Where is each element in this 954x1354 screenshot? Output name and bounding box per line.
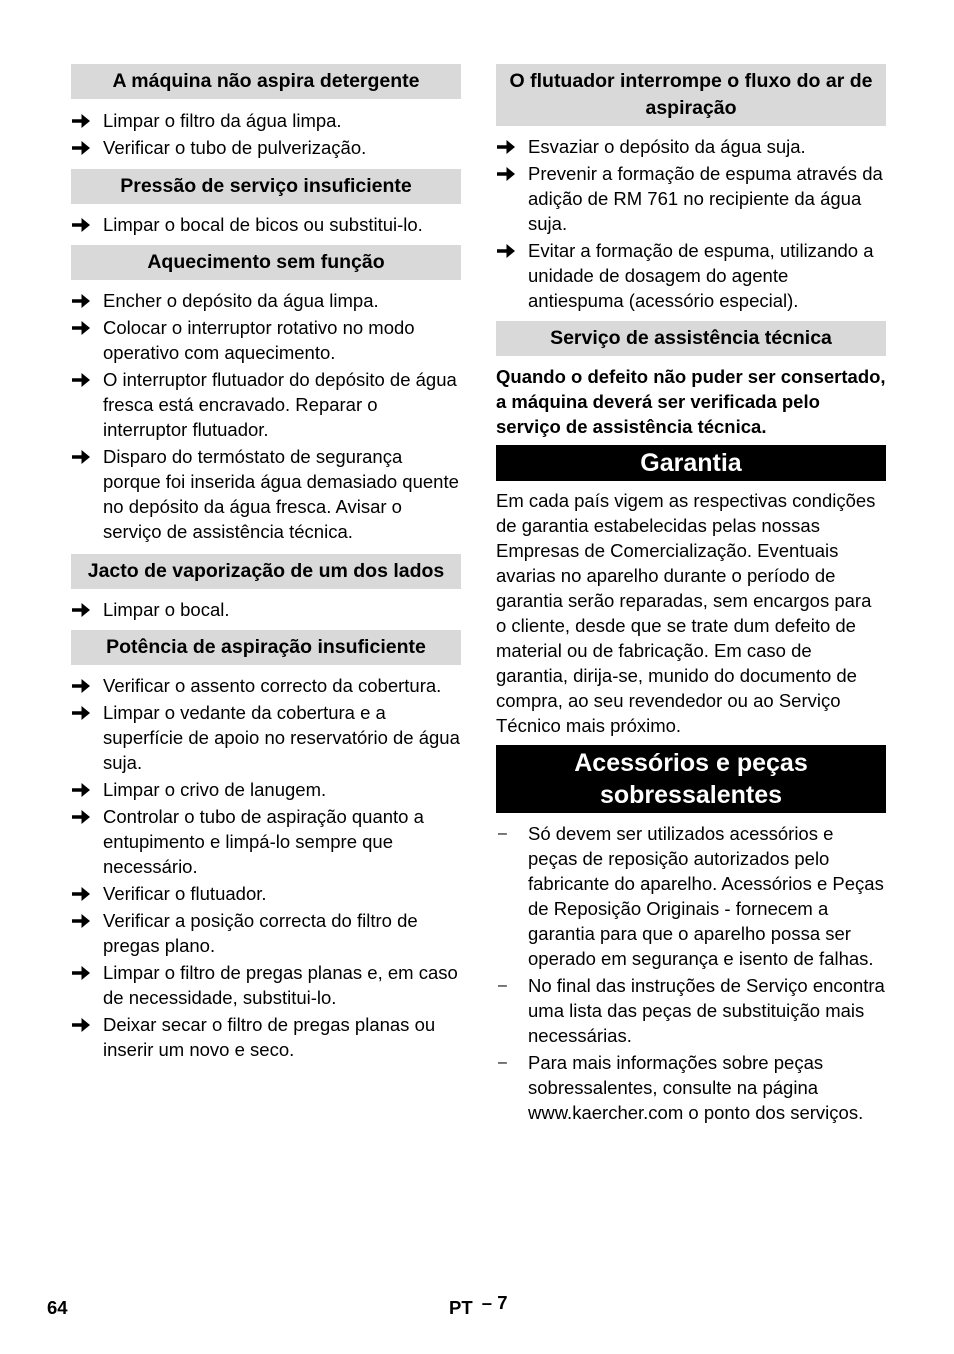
list-item: Verificar a posição correcta do filtro de pregas plano. — [71, 908, 461, 958]
list-item: Controlar o tubo de aspiração quanto a entupimento e limpá-lo sempre que necessário. — [71, 804, 461, 879]
list-item: – Para mais informações sobre peças sobressalentes, consulte na página www.kaercher.com o ponto dos serviços. — [498, 1052, 864, 1123]
service-note: Quando o defeito não puder ser consertado, a máquina deverá ser verificada pelo serviço de assistência técnica. — [496, 366, 886, 437]
arrow-icon — [496, 134, 522, 159]
arrow-icon — [71, 315, 97, 340]
heading-garantia: Garantia — [496, 445, 886, 481]
list-item: Encher o depósito da água limpa. — [71, 288, 461, 313]
section-heading-no-detergent: A máquina não aspira detergente — [71, 64, 461, 99]
footer-lang-code: PT — [449, 1297, 473, 1318]
section-heading-pressure: Pressão de serviço insuficiente — [71, 169, 461, 204]
arrow-icon — [496, 238, 522, 263]
list-spray — [71, 597, 461, 622]
list-item: Evitar a formação de espuma, utilizando a unidade de dosagem do agente antiespuma (acessório especial). — [496, 238, 886, 313]
list-item: – Só devem ser utilizados acessórios e peças de reposição autorizados pelo fabricante do aparelho. Acessórios e Peças de Reposição Originais - fornecem a garantia para que o aparelho possa ser operado em segurança e isento de falhas. — [498, 823, 884, 969]
list-item: Deixar secar o filtro de pregas planas ou inserir um novo e seco. — [71, 1012, 461, 1062]
list-item: Colocar o interruptor rotativo no modo operativo com aquecimento. — [71, 315, 461, 365]
arrow-icon — [71, 288, 97, 313]
arrow-icon — [71, 212, 97, 237]
list-item: Limpar o bocal. — [71, 597, 461, 622]
arrow-icon — [71, 444, 97, 469]
dash-marker: – — [498, 1054, 507, 1071]
arrow-icon — [71, 673, 97, 698]
section-heading-heating: Aquecimento sem função — [71, 245, 461, 280]
list-item: Limpar o vedante da cobertura e a superfície de apoio no reservatório de água suja. — [71, 700, 461, 775]
list-item: Verificar o flutuador. — [71, 881, 461, 906]
arrow-icon — [496, 161, 522, 186]
list-item: Disparo do termóstato de segurança porque foi inserida água demasiado quente no depósito da água fresca. Avisar o serviço de assistência técnica. — [71, 444, 461, 544]
list-item: O interruptor flutuador do depósito de água fresca está encravado. Reparar o interruptor flutuador. — [71, 367, 461, 442]
arrow-icon — [71, 597, 97, 622]
section-heading-float: O flutuador interrompe o fluxo do ar de aspiração — [496, 64, 886, 126]
dash-marker: – — [498, 825, 507, 842]
list-item: Limpar o filtro de pregas planas e, em caso de necessidade, substitui-lo. — [71, 960, 461, 1010]
dash-marker: – — [498, 977, 507, 994]
arrow-icon — [71, 777, 97, 802]
list-no-detergent — [71, 108, 461, 160]
section-heading-spray: Jacto de vaporização de um dos lados — [71, 554, 461, 589]
list-item: Limpar o filtro da água limpa. — [71, 108, 461, 133]
list-item: Prevenir a formação de espuma através da adição de RM 761 no recipiente da água suja. — [496, 161, 886, 236]
list-item: Esvaziar o depósito da água suja. — [496, 134, 886, 159]
list-item: Limpar o bocal de bicos ou substitui-lo. — [71, 212, 461, 237]
arrow-icon — [71, 908, 97, 933]
list-item: – No final das instruções de Serviço encontra uma lista das peças de substituição mais necessárias. — [498, 975, 885, 1046]
list-suction — [71, 673, 461, 1062]
list-item: Limpar o crivo de lanugem. — [71, 777, 461, 802]
page-number: 64 — [47, 1297, 68, 1318]
arrow-icon — [71, 700, 97, 725]
arrow-icon — [71, 108, 97, 133]
arrow-icon — [71, 804, 97, 829]
arrow-icon — [71, 960, 97, 985]
arrow-icon — [71, 1012, 97, 1037]
footer-sub-page: – 7 — [481, 1292, 508, 1313]
left-column — [71, 64, 461, 1064]
list-heating — [71, 288, 461, 544]
list-item: Verificar o assento correcto da cobertura. — [71, 673, 461, 698]
right-column — [496, 64, 886, 1127]
list-float — [496, 134, 886, 313]
list-acessorios — [496, 821, 886, 1125]
arrow-icon — [71, 881, 97, 906]
list-pressure — [71, 212, 461, 237]
footer-lang — [449, 1292, 508, 1319]
section-heading-suction: Potência de aspiração insuficiente — [71, 630, 461, 665]
garantia-text: Em cada país vigem as respectivas condições de garantia estabelecidas pelas nossas Empresas de Comercialização. Eventuais avarias no aparelho durante o período de garantia serão reparadas, sem encargos para o cliente, desde que se trate dum defeito de material ou de fabricação. Em caso de garantia, dirija-se, munido do documento de compra, ao seu revendedor ou ao Serviço Técnico mais próximo. — [496, 490, 876, 736]
arrow-icon — [71, 135, 97, 160]
section-heading-service: Serviço de assistência técnica — [496, 321, 886, 356]
heading-acessorios: Acessórios e peças sobressalentes — [496, 745, 886, 813]
list-item: Verificar o tubo de pulverização. — [71, 135, 461, 160]
arrow-icon — [71, 367, 97, 392]
